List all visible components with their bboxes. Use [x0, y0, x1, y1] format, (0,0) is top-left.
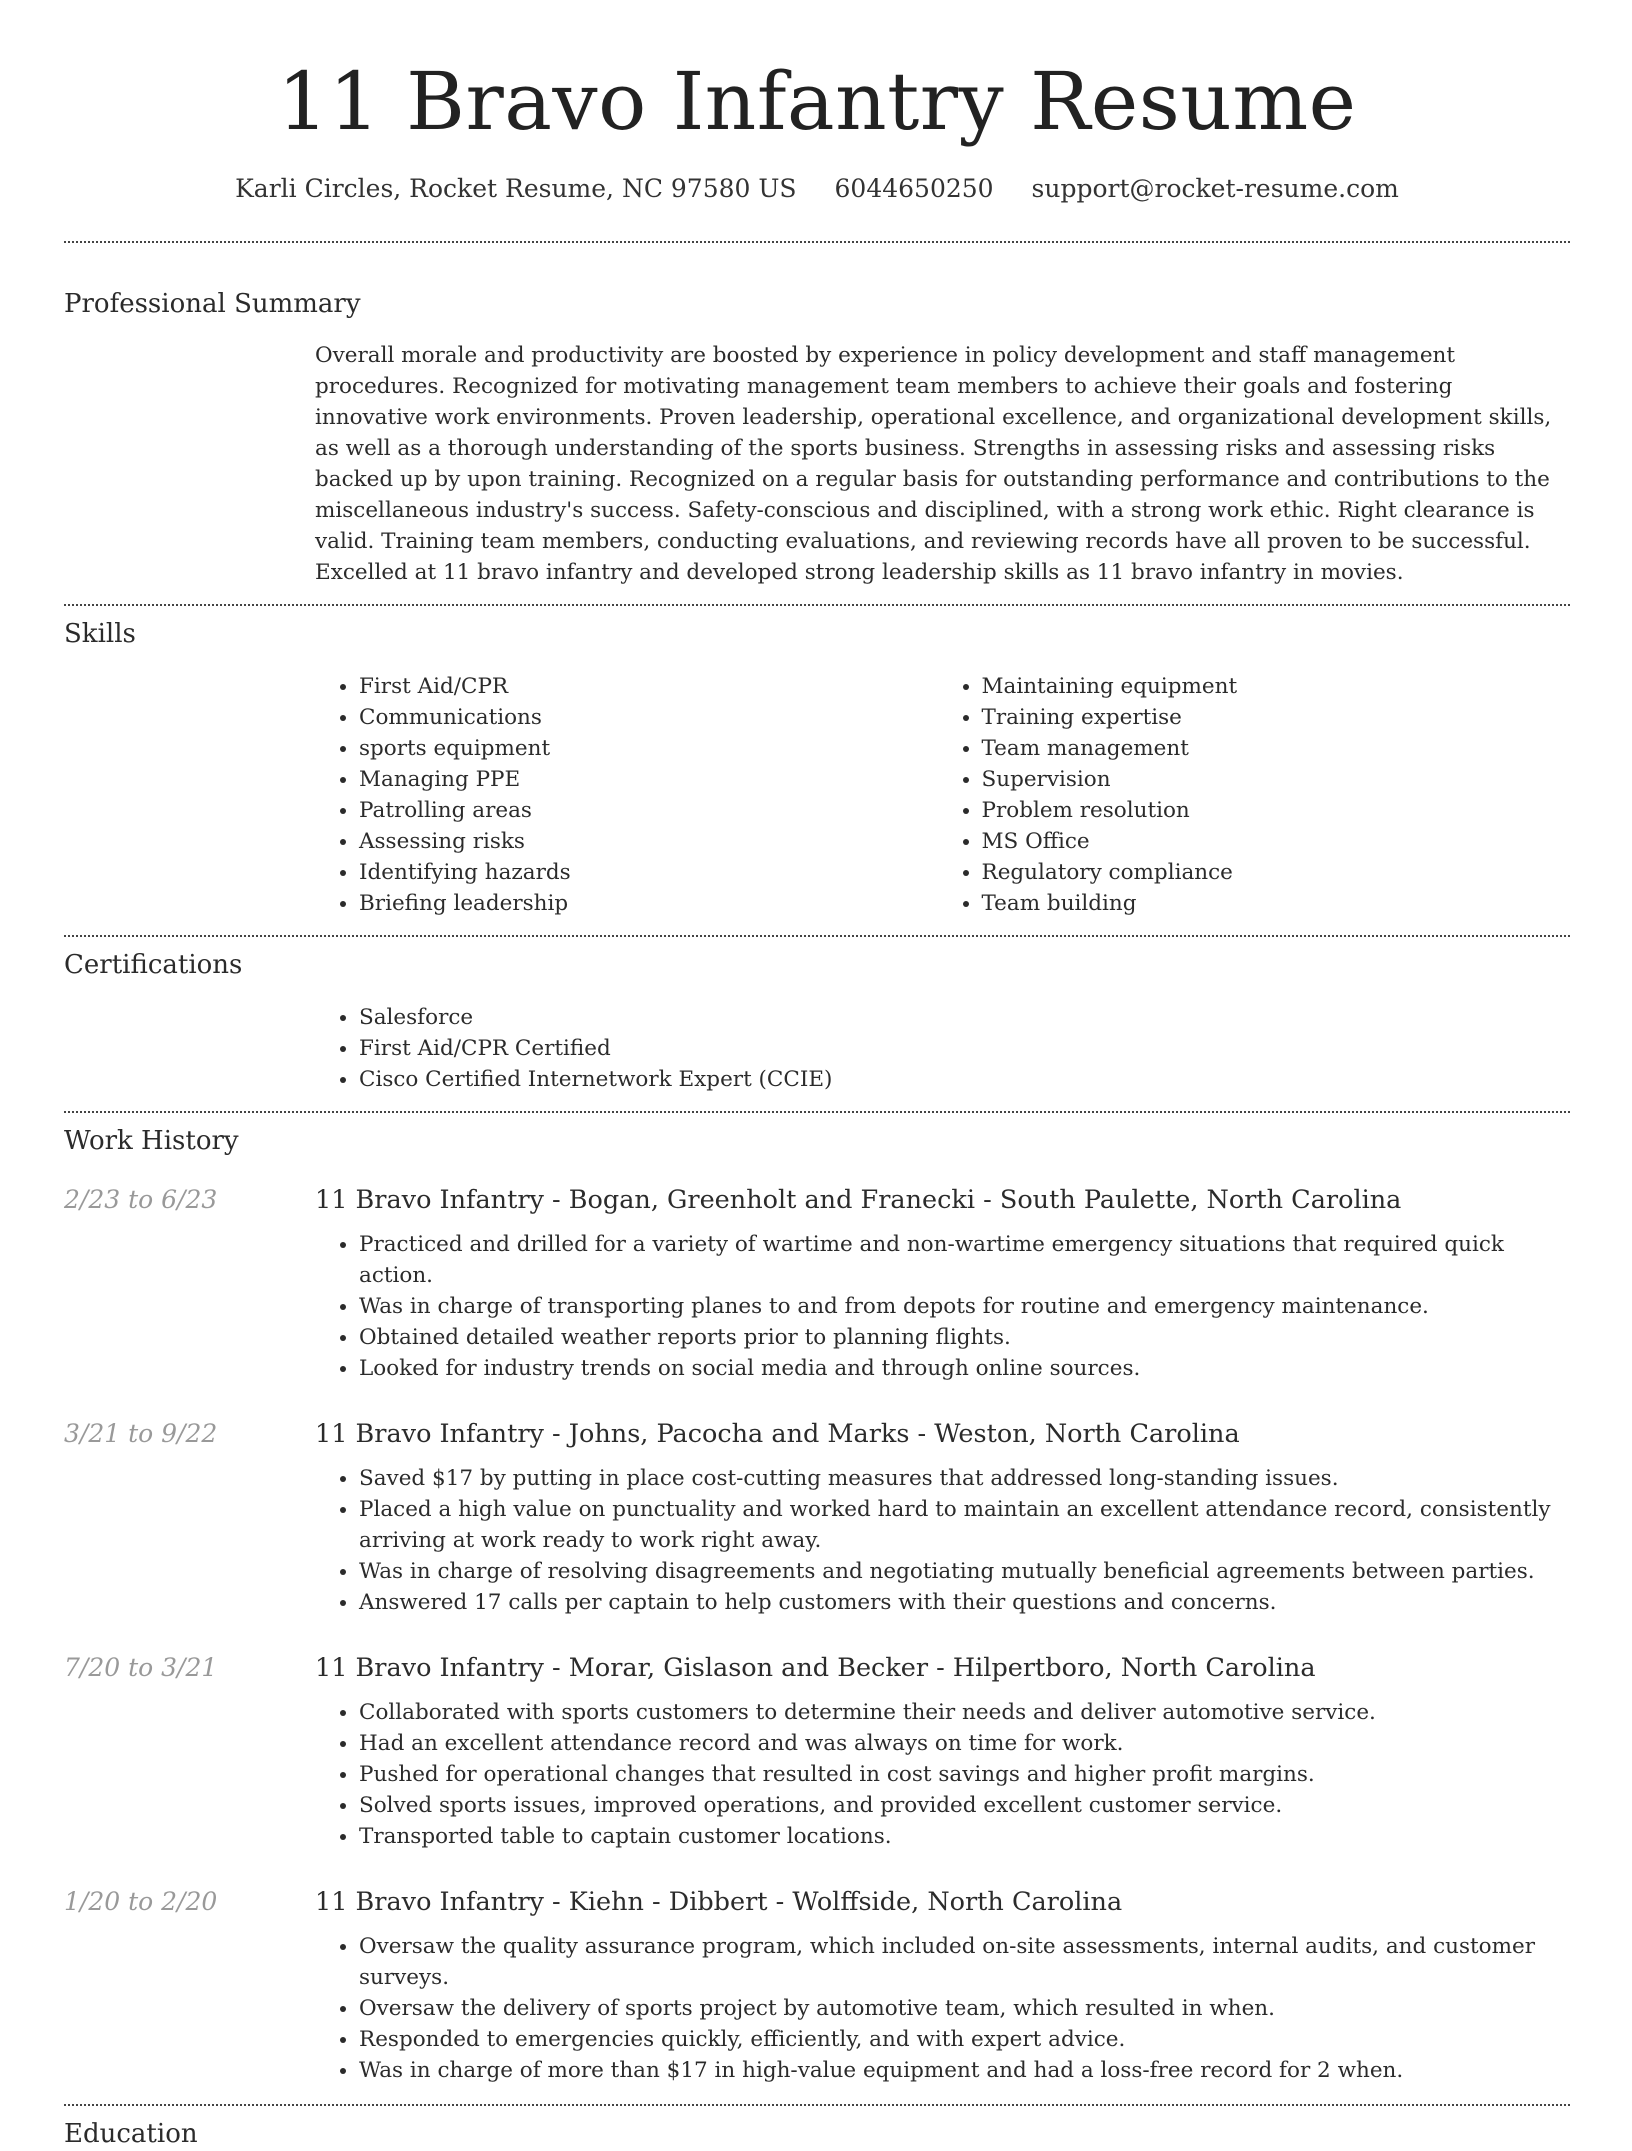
- list-item: • Answered 17 calls per captain to help customers with their questions and concerns.: [359, 1587, 1560, 1618]
- skills-content: [315, 671, 1560, 919]
- list-item: • Obtained detailed weather reports prior to planning flights.: [359, 1322, 1560, 1353]
- job-bullets: [315, 1463, 1560, 1618]
- list-item: • First Aid/CPR Certified: [359, 1033, 1560, 1064]
- contact-email: support@rocket-resume.com: [1031, 174, 1399, 203]
- job-date: 2/23 to 6/23: [64, 1185, 218, 1214]
- list-item: • MS Office: [982, 826, 1561, 857]
- skills-list-left: [315, 671, 938, 919]
- list-item: • Collaborated with sports customers to determine their needs and deliver automotive service.: [359, 1697, 1560, 1728]
- summary-text: Overall morale and productivity are boosted by experience in policy development and staff management procedures. Recognized for motivating management team members to achieve their goals and fostering innovative work environments. Proven leadership, operational excellence, and organizational development skills, as well as a thorough understanding of the sports business. Strengths in assessing risks and assessing risks backed up by upon training. Recognized on a regular basis for outstanding performance and contributions to the miscellaneous industry's success. Safety-conscious and disciplined, with a strong work ethic. Right clearance is valid. Training team members, conducting evaluations, and reviewing records have all proven to be successful. Excelled at 11 bravo infantry and developed strong leadership skills as 11 bravo infantry in movies.: [315, 343, 1552, 585]
- list-item: • Was in charge of resolving disagreements and negotiating mutually beneficial agreements between parties.: [359, 1556, 1560, 1587]
- education-section: [64, 2106, 1570, 2151]
- list-item: • Oversaw the quality assurance program, which included on-site assessments, internal audits, and customer surveys.: [359, 1931, 1560, 1993]
- certifications-heading: Certifications: [64, 950, 243, 980]
- list-item: • Patrolling areas: [359, 795, 938, 826]
- list-item: • Pushed for operational changes that resulted in cost savings and higher profit margins.: [359, 1759, 1560, 1790]
- list-item: • Problem resolution: [982, 795, 1561, 826]
- list-item: • Had an excellent attendance record and was always on time for work.: [359, 1728, 1560, 1759]
- summary-content: [315, 340, 1560, 588]
- list-item: • First Aid/CPR: [359, 671, 938, 702]
- summary-heading: Professional Summary: [64, 289, 361, 319]
- job-body: [315, 1885, 1560, 2086]
- skills-heading: Skills: [64, 619, 136, 649]
- work-heading: Work History: [64, 1126, 239, 1156]
- job-entry: [64, 1885, 1570, 2086]
- job-body: [315, 1651, 1560, 1852]
- list-item: • Team management: [982, 733, 1561, 764]
- job-entry: [64, 1183, 1570, 1384]
- list-item: • Identifying hazards: [359, 857, 938, 888]
- job-date: 3/21 to 9/22: [64, 1419, 218, 1448]
- certifications-content: [315, 1002, 1560, 1095]
- list-item: • Briefing leadership: [359, 888, 938, 919]
- resume-page: [64, 0, 1570, 2151]
- list-item: • Maintaining equipment: [982, 671, 1561, 702]
- contact-address: Karli Circles, Rocket Resume, NC 97580 US: [235, 174, 797, 203]
- list-item: • Placed a high value on punctuality and worked hard to maintain an excellent attendance record, consistently arriving at work ready to work right away.: [359, 1494, 1560, 1556]
- certifications-list: [315, 1002, 1560, 1095]
- resume-title: 11 Bravo Infantry Resume: [277, 55, 1357, 148]
- certifications-section: [64, 937, 1570, 1095]
- skills-section: [64, 606, 1570, 919]
- list-item: • Transported table to captain customer locations.: [359, 1821, 1560, 1852]
- job-title: 11 Bravo Infantry - Bogan, Greenholt and Franecki - South Paulette, North Carolina: [315, 1185, 1402, 1215]
- list-item: • Practiced and drilled for a variety of wartime and non-wartime emergency situations that required quick action.: [359, 1229, 1560, 1291]
- job-title: 11 Bravo Infantry - Johns, Pacocha and Marks - Weston, North Carolina: [315, 1419, 1240, 1449]
- education-heading: Education: [64, 2119, 198, 2149]
- job-entry: [64, 1651, 1570, 1852]
- job-bullets: [315, 1229, 1560, 1384]
- work-history-list: [64, 1183, 1570, 2086]
- job-title: 11 Bravo Infantry - Morar, Gislason and Becker - Hilpertboro, North Carolina: [315, 1653, 1316, 1683]
- list-item: • Regulatory compliance: [982, 857, 1561, 888]
- list-item: • Oversaw the delivery of sports project by automotive team, which resulted in when.: [359, 1993, 1560, 2024]
- skills-list-right: [938, 671, 1561, 919]
- job-bullets: [315, 1697, 1560, 1852]
- job-date: 1/20 to 2/20: [64, 1887, 218, 1916]
- list-item: • Solved sports issues, improved operations, and provided excellent customer service.: [359, 1790, 1560, 1821]
- list-item: • Looked for industry trends on social media and through online sources.: [359, 1353, 1560, 1384]
- job-body: [315, 1183, 1560, 1384]
- list-item: • Team building: [982, 888, 1561, 919]
- list-item: • Responded to emergencies quickly, efficiently, and with expert advice.: [359, 2024, 1560, 2055]
- list-item: • Salesforce: [359, 1002, 1560, 1033]
- job-date: 7/20 to 3/21: [64, 1653, 218, 1682]
- contact-line: [64, 172, 1570, 206]
- list-item: • Communications: [359, 702, 938, 733]
- list-item: • Training expertise: [982, 702, 1561, 733]
- summary-section: [64, 243, 1570, 588]
- list-item: • sports equipment: [359, 733, 938, 764]
- job-body: [315, 1417, 1560, 1618]
- list-item: • Saved $17 by putting in place cost-cutting measures that addressed long-standing issues.: [359, 1463, 1560, 1494]
- job-bullets: [315, 1931, 1560, 2086]
- list-item: • Was in charge of transporting planes to and from depots for routine and emergency maintenance.: [359, 1291, 1560, 1322]
- contact-phone: 6044650250: [834, 174, 994, 203]
- job-entry: [64, 1417, 1570, 1618]
- list-item: • Managing PPE: [359, 764, 938, 795]
- list-item: • Cisco Certified Internetwork Expert (CCIE): [359, 1064, 1560, 1095]
- list-item: • Was in charge of more than $17 in high-value equipment and had a loss-free record for 2 when.: [359, 2055, 1560, 2086]
- list-item: • Assessing risks: [359, 826, 938, 857]
- job-title: 11 Bravo Infantry - Kiehn - Dibbert - Wolffside, North Carolina: [315, 1887, 1123, 1917]
- work-section: [64, 1113, 1570, 2086]
- list-item: • Supervision: [982, 764, 1561, 795]
